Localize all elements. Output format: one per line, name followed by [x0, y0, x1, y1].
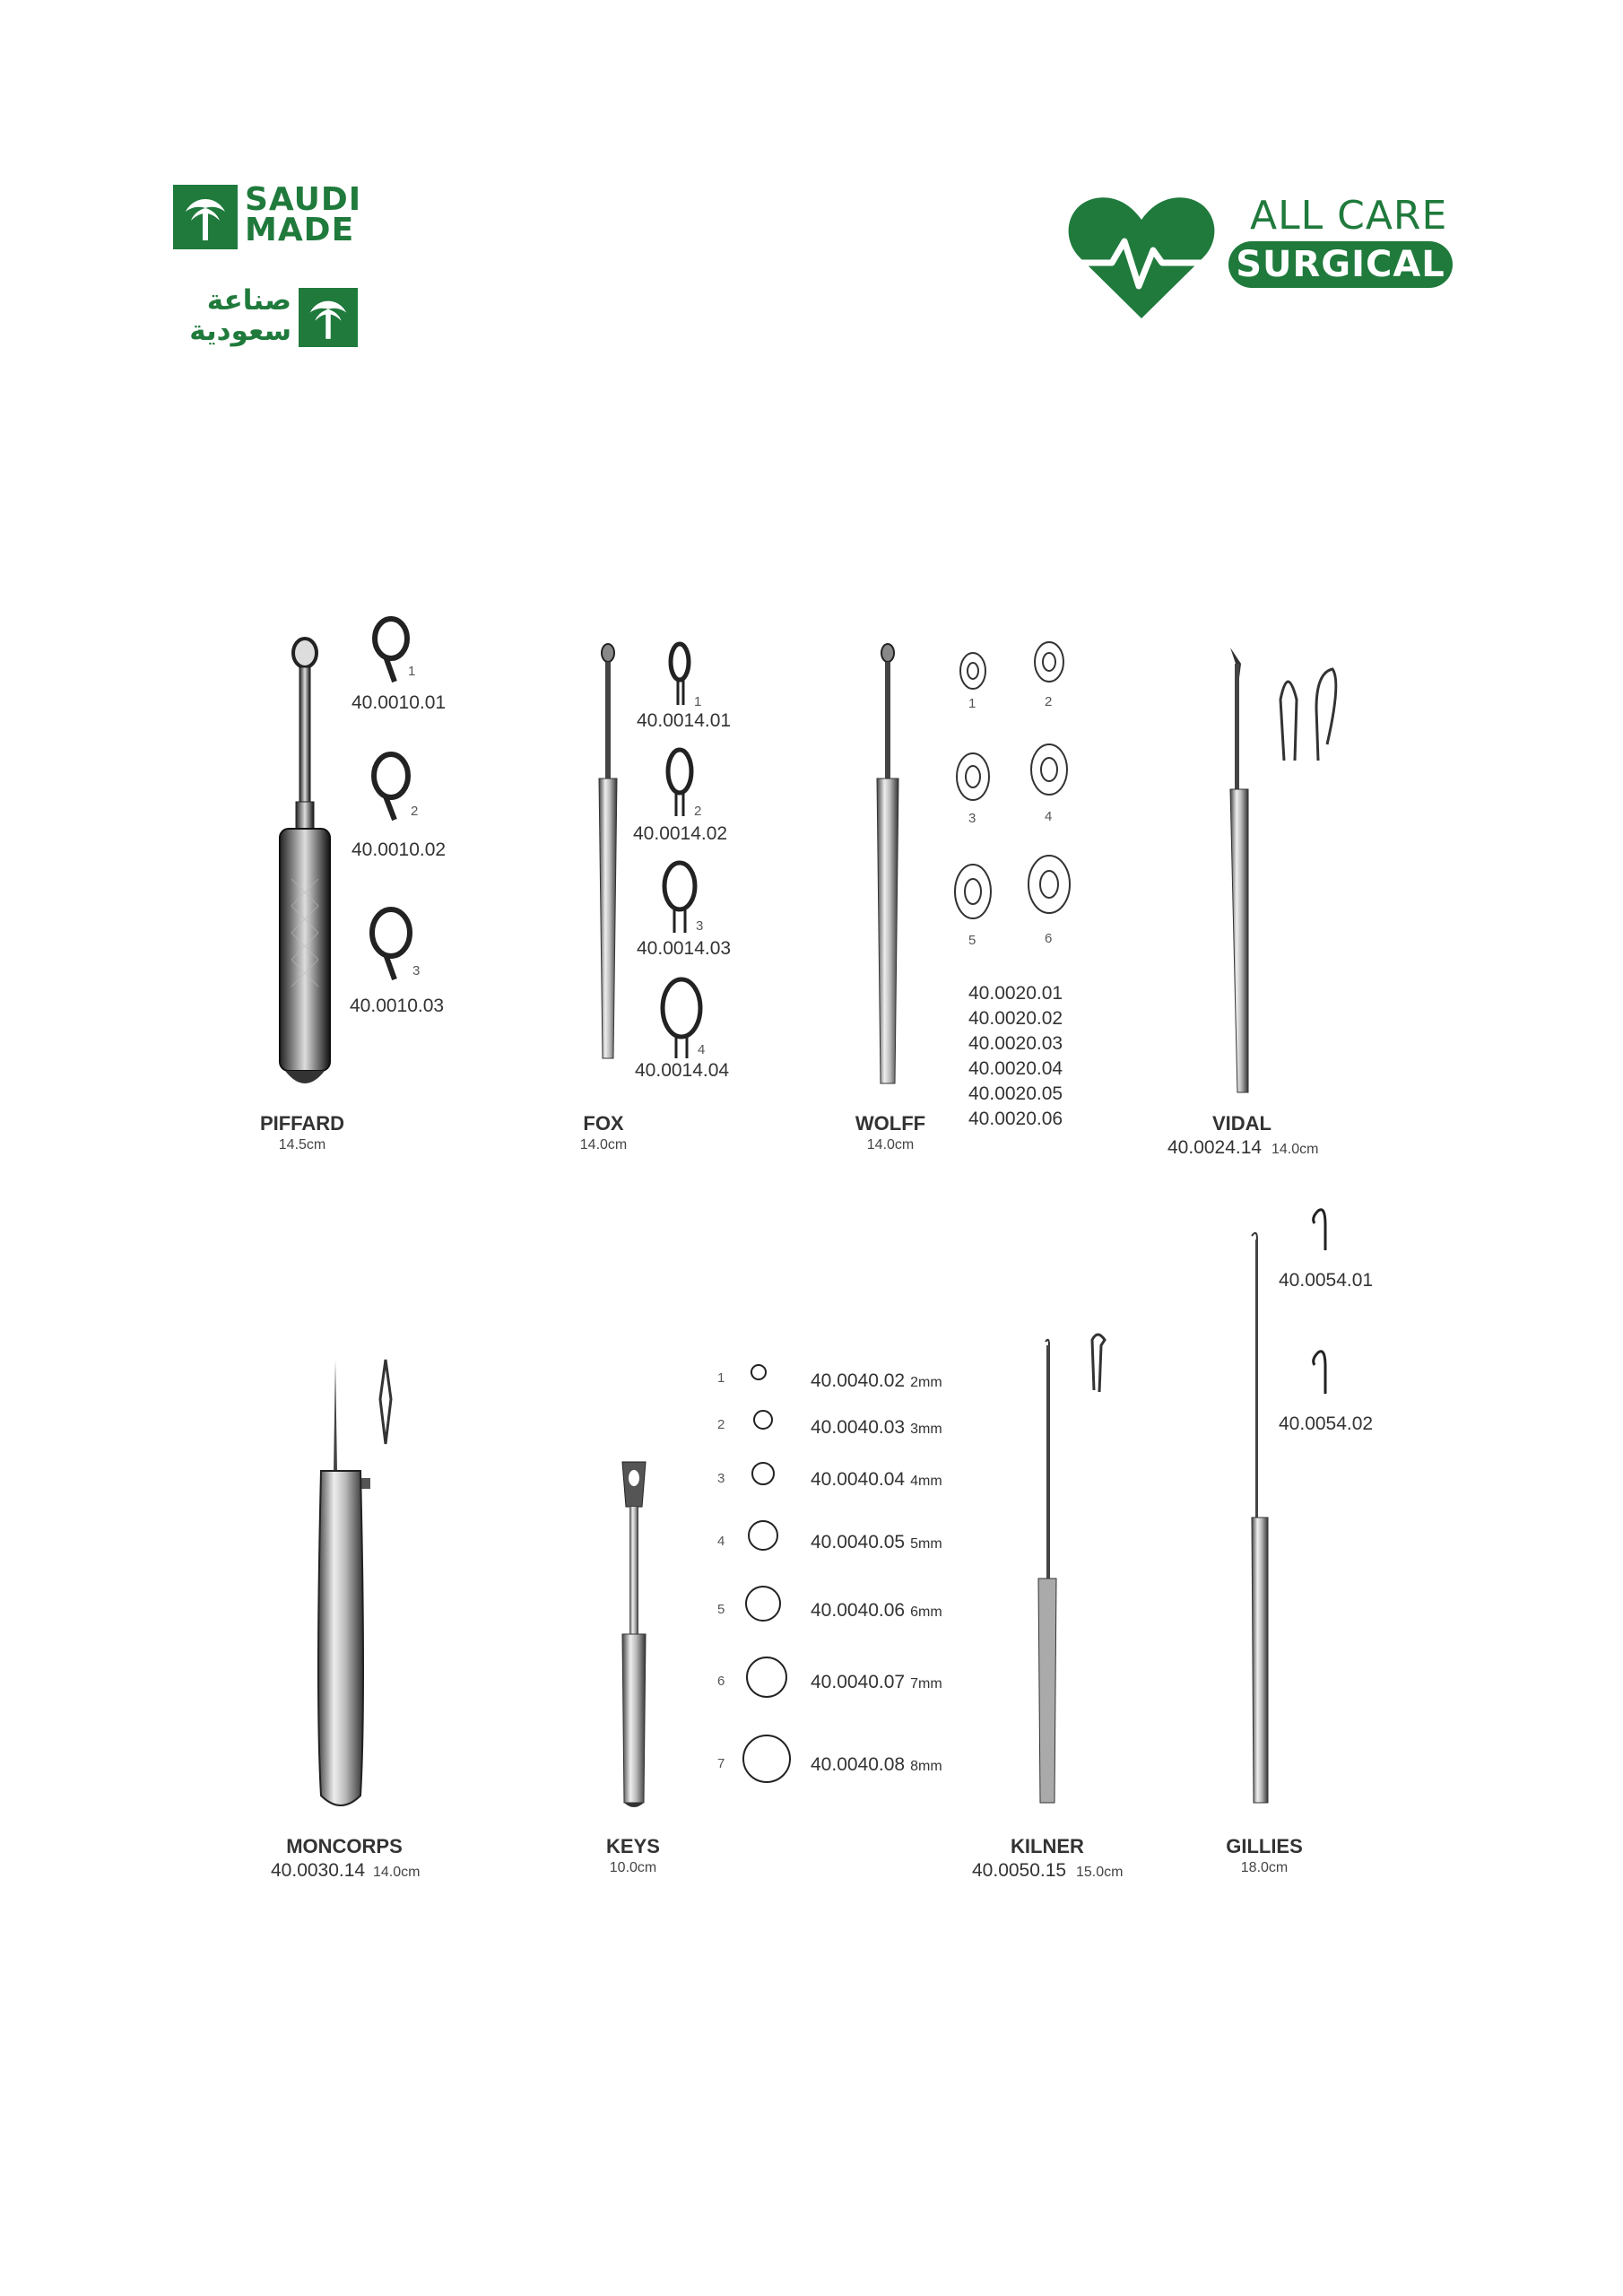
wolff-name: WOLFF [855, 1112, 926, 1135]
gillies-code: 40.0054.01 [1279, 1270, 1374, 1291]
gillies-tip-1 [1314, 1210, 1325, 1250]
wolff-tip-number: 2 [1045, 694, 1053, 709]
piffard-size: 14.5cm [278, 1137, 326, 1152]
fox-tip-3 [664, 863, 695, 933]
keys-code: 40.0040.07 7mm [811, 1672, 942, 1692]
wolff-code: 40.0020.03 [968, 1033, 1063, 1054]
brand-line-2: SURGICAL [1228, 241, 1453, 288]
saudi-label: SAUDI [245, 181, 362, 218]
keys-size: 10.0cm [609, 1860, 657, 1875]
fox-tip-4 [663, 979, 700, 1058]
keys-name: KEYS [606, 1835, 660, 1857]
wolff-size: 14.0cm [866, 1137, 915, 1152]
piffard-tip-number: 3 [412, 963, 421, 978]
vidal-instrument [1230, 648, 1248, 1092]
gillies-tip-2 [1314, 1352, 1325, 1394]
wolff-tips [955, 642, 1070, 918]
piffard-tip-number: 2 [411, 804, 419, 819]
keys-tip-number: 1 [717, 1370, 725, 1386]
keys-instrument [622, 1462, 646, 1807]
moncorps-name: MONCORPS [286, 1835, 403, 1857]
piffard-tip-1 [375, 619, 407, 682]
keys-diameter: 4mm [910, 1474, 942, 1489]
arabic-line-1: صناعة [206, 284, 291, 317]
keys-tip-number: 5 [717, 1602, 725, 1617]
fox-code: 40.0014.03 [637, 938, 732, 959]
vidal-name: VIDAL [1212, 1112, 1271, 1135]
wolff-code: 40.0020.02 [968, 1008, 1063, 1029]
gillies-code: 40.0054.02 [1279, 1413, 1374, 1434]
moncorps-tip-detail [380, 1360, 391, 1444]
fox-tip-number: 2 [694, 804, 702, 819]
fox-name: FOX [583, 1112, 624, 1135]
fox-code: 40.0014.01 [637, 710, 732, 731]
wolff-tip-number: 5 [968, 933, 976, 948]
keys-code: 40.0040.06 6mm [811, 1600, 942, 1621]
keys-tip-number: 4 [717, 1534, 725, 1549]
keys-tip-number: 7 [717, 1756, 725, 1771]
vidal-size: 14.0cm [1271, 1142, 1319, 1157]
keys-tip-number: 3 [717, 1471, 725, 1486]
piffard-tip-3 [372, 909, 410, 979]
piffard-code: 40.0010.01 [352, 692, 447, 713]
keys-diameter: 8mm [910, 1759, 942, 1774]
wolff-tip-number: 4 [1045, 809, 1053, 824]
piffard-code: 40.0010.02 [352, 839, 447, 860]
wolff-tip-number: 1 [968, 696, 976, 711]
keys-diameter: 6mm [910, 1605, 942, 1620]
wolff-instrument [877, 644, 898, 1083]
wolff-tip-number: 6 [1045, 931, 1053, 946]
piffard-code: 40.0010.03 [350, 996, 445, 1016]
made-label: MADE [245, 212, 355, 248]
kilner-tip-detail [1092, 1335, 1105, 1392]
keys-code: 40.0040.04 4mm [811, 1469, 942, 1490]
kilner-size: 15.0cm [1076, 1865, 1124, 1880]
keys-code: 40.0040.03 3mm [811, 1417, 942, 1438]
keys-tip-circles [743, 1365, 790, 1782]
kilner-code: 40.0050.15 [972, 1860, 1067, 1881]
keys-tip-number: 6 [717, 1674, 725, 1689]
brand-line-1: ALL CARE [1250, 193, 1448, 239]
piffard-instrument [280, 639, 330, 1083]
kilner-name: KILNER [1011, 1835, 1084, 1857]
fox-instrument [599, 644, 617, 1058]
keys-diameter: 2mm [910, 1375, 942, 1390]
keys-code: 40.0040.02 2mm [811, 1370, 942, 1391]
wolff-tip-number: 3 [968, 811, 976, 826]
gillies-instrument [1252, 1233, 1268, 1803]
fox-tip-number: 3 [696, 918, 704, 934]
fox-tip-2 [668, 750, 691, 816]
piffard-tip-number: 1 [408, 664, 416, 679]
keys-diameter: 7mm [910, 1676, 942, 1692]
fox-code: 40.0014.02 [633, 823, 728, 844]
wolff-code: 40.0020.01 [968, 983, 1063, 1004]
wolff-code: 40.0020.06 [968, 1109, 1063, 1129]
keys-tip-number: 2 [717, 1417, 725, 1432]
piffard-tip-2 [374, 754, 408, 820]
fox-tip-number: 4 [698, 1042, 706, 1057]
moncorps-code: 40.0030.14 [271, 1860, 366, 1881]
fox-tip-number: 1 [694, 694, 702, 709]
arabic-line-2: سعودية [189, 315, 291, 347]
fox-tip-1 [671, 644, 689, 705]
gillies-size: 18.0cm [1240, 1860, 1289, 1875]
moncorps-size: 14.0cm [373, 1865, 421, 1880]
vidal-code: 40.0024.14 [1167, 1137, 1263, 1158]
keys-diameter: 5mm [910, 1536, 942, 1552]
vidal-tip-detail [1280, 669, 1336, 761]
wolff-code: 40.0020.04 [968, 1058, 1063, 1079]
fox-size: 14.0cm [579, 1137, 628, 1152]
kilner-instrument [1038, 1340, 1056, 1803]
keys-diameter: 3mm [910, 1422, 942, 1437]
fox-code: 40.0014.04 [635, 1060, 730, 1081]
wolff-code: 40.0020.05 [968, 1083, 1063, 1104]
moncorps-instrument [318, 1360, 370, 1805]
gillies-name: GILLIES [1226, 1835, 1303, 1857]
keys-code: 40.0040.08 8mm [811, 1754, 942, 1775]
piffard-name: PIFFARD [259, 1112, 345, 1135]
keys-code: 40.0040.05 5mm [811, 1532, 942, 1552]
